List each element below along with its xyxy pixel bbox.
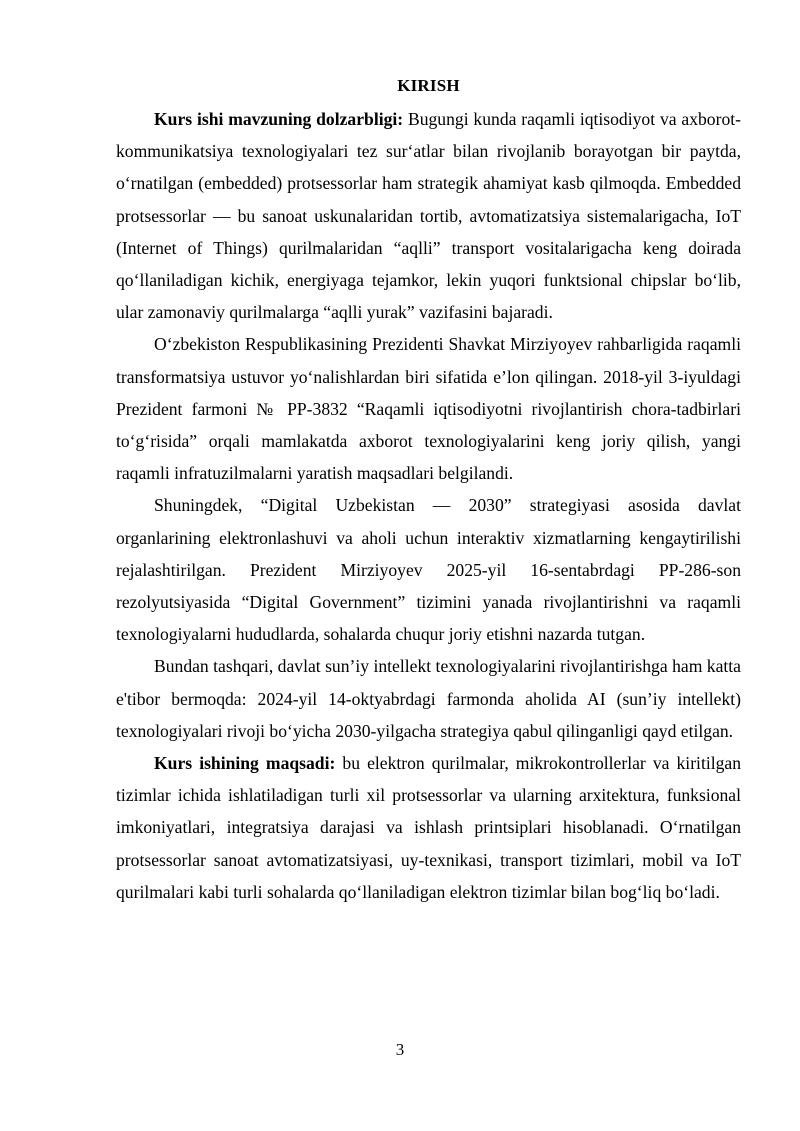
paragraph-text-relevance: Bugungi kunda raqamli iqtisodiyot va axborot-kommunikatsiya texnologiyalari tez sur‘atlar bilan rivojlanib borayotgan bir paytda, o‘rnatilgan (embedded) protsessorlar ham strategik ahamiyat kasb qilmoqda. Embedded protsessorlar — bu sanoat uskunalaridan tortib, avtomatizatsiya sistemalarigacha, IoT (Internet of Things) qurilmalaridan “aqlli” transport vositalarigacha keng doirada qo‘llaniladigan kichik, energiyaga tejamkor, lekin yuqori funktsional chipslar bo‘lib, ular zamonaviy qurilmalarga “aqlli yurak” vazifasini bajaradi. — [116, 109, 741, 323]
paragraph-goal — [116, 747, 741, 908]
paragraph-presidential-decree — [116, 328, 741, 489]
document-page — [116, 74, 741, 908]
document-title: KIRISH — [397, 76, 460, 95]
paragraph-lead-goal: Kurs ishining maqsadi: — [154, 753, 336, 774]
paragraph-text-ai-strategy: Bundan tashqari, davlat sun’iy intellekt texnologiyalarini rivojlantirishga ham katta e'tibor bermoqda: 2024-yil 14-oktyabrdagi farmonda aholida AI (sun’iy intellekt) texnologiyalari rivoji bo‘yicha 2030-yilgacha strategiya qabul qilinganligi qayd etilgan. — [116, 656, 741, 741]
paragraph-text-goal: bu elektron qurilmalar, mikrokontrollerlar va kiritilgan tizimlar ichida ishlatiladigan turli xil protsessorlar va ularning arxitektura, funksional imkoniyatlari, integratsiya darajasi va ishlash printsiplari hisoblanadi. O‘rnatilgan protsessorlar sanoat avtomatizatsiyasi, uy-texnikasi, transport tizimlari, mobil va IoT qurilmalari kabi turli sohalarda qo‘llaniladigan elektron tizimlar bilan bog‘liq bo‘ladi. — [116, 753, 742, 902]
paragraph-text-digital-strategy: Shuningdek, “Digital Uzbekistan — 2030” strategiyasi asosida davlat organlarining elektronlashuvi va aholi uchun interaktiv xizmatlarning kengaytirilishi rejalashtirilgan. Prezident Mirziyoyev 2025-yil 16-sentabrdagi PP-286-son rezolyutsiyasida “Digital Government” tizimini yanada rivojlantirishni va raqamli texnologiyalarni hududlarda, sohalarda chuqur joriy etishni nazarda tutgan. — [116, 495, 741, 645]
paragraph-ai-strategy — [116, 650, 741, 747]
paragraph-digital-strategy — [116, 489, 741, 650]
paragraph-text-presidential-decree: O‘zbekiston Respublikasining Prezidenti Shavkat Mirziyoyev rahbarligida raqamli transformatsiya ustuvor yo‘nalishlardan biri sifatida e’lon qilingan. 2018-yil 3-iyuldagi Prezident farmoni № PP-3832 “Raqamli iqtisodiyotni rivojlantirish chora-tadbirlari to‘g‘risida” orqali mamlakatda axborot texnologiyalarini keng joriy qilish, yangi raqamli infratuzilmalarni yaratish maqsadlari belgilandi. — [116, 334, 741, 484]
paragraph-lead-relevance: Kurs ishi mavzuning dolzarbligi: — [154, 109, 404, 129]
page-number: 3 — [395, 1040, 405, 1059]
paragraph-relevance — [116, 103, 741, 328]
